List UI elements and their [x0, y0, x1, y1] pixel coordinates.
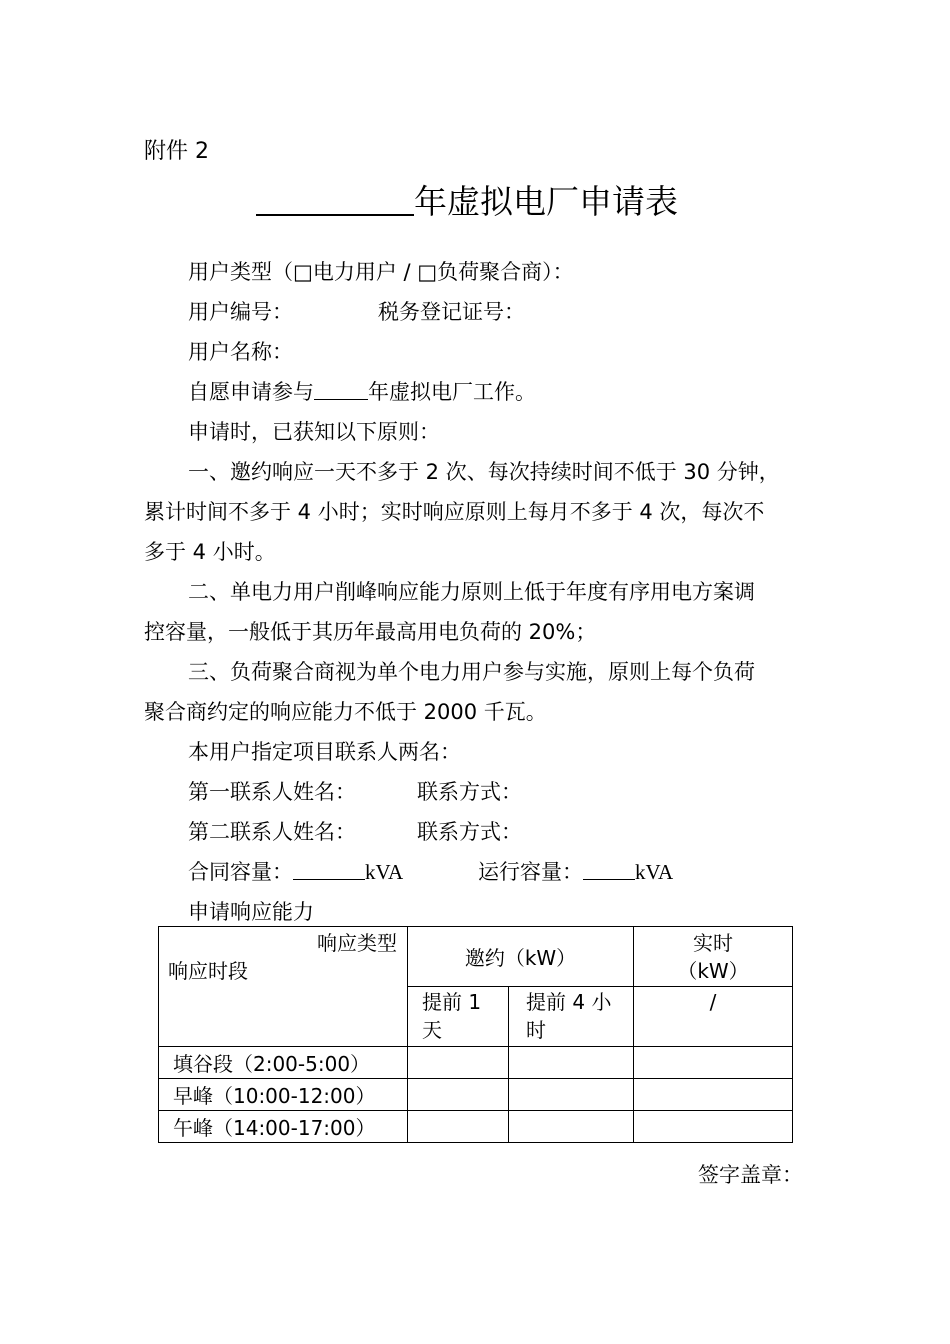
realtime-header-line-2: （kW）: [677, 958, 749, 983]
form-title: [256, 180, 716, 224]
tax-no-field: 税务登记证号：: [378, 300, 525, 324]
input-cell[interactable]: [509, 1079, 634, 1111]
realtime-header-line-1: 实时: [693, 930, 734, 955]
input-cell[interactable]: [634, 1047, 793, 1079]
contact-2-name: 第二联系人姓名：: [188, 820, 356, 844]
row-period: [159, 1079, 408, 1111]
apply-statement: [188, 377, 536, 407]
apply-prefix: 自愿申请参与: [188, 380, 314, 404]
contract-capacity: [188, 857, 403, 887]
realtime-header: [634, 927, 793, 987]
input-cell[interactable]: [408, 1079, 509, 1111]
table-row: [159, 1079, 793, 1111]
sub-header-4-hour: [509, 987, 634, 1047]
contract-capacity-blank[interactable]: [293, 857, 365, 880]
row-period-text: 早峰（10:00-12:00）: [173, 1084, 376, 1108]
realtime-slash: /: [709, 990, 717, 1014]
running-capacity-blank[interactable]: [583, 857, 635, 880]
contacts-intro: 本用户指定项目联系人两名：: [188, 740, 461, 764]
contact-1-name: 第一联系人姓名：: [188, 780, 356, 804]
table-corner-cell: [159, 927, 408, 1047]
table-row: [159, 1047, 793, 1079]
contact-2-method: 联系方式：: [417, 820, 522, 844]
principles-intro: 申请时，已获知以下原则：: [188, 420, 440, 444]
row-period-text: 填谷段（2:00-5:00）: [173, 1052, 371, 1076]
row-period-text: 午峰（14:00-17:00）: [173, 1116, 376, 1140]
user-no-field: 用户编号：: [188, 300, 293, 324]
input-cell[interactable]: [509, 1047, 634, 1079]
principle-3-line-2: 聚合商约定的响应能力不低于 2000 千瓦。: [144, 700, 547, 724]
signature-label: 签字盖章：: [698, 1163, 803, 1187]
year-blank[interactable]: [256, 180, 414, 216]
response-capacity-table: [158, 926, 793, 1143]
running-capacity-label: 运行容量：: [478, 860, 583, 884]
principle-1-line-1: 一、邀约响应一天不多于 2 次、每次持续时间不低于 30 分钟，: [188, 460, 780, 484]
table-row: [159, 1111, 793, 1143]
apply-year-blank[interactable]: [314, 377, 368, 400]
principle-1-line-3: 多于 4 小时。: [144, 540, 276, 564]
attachment-label: 附件 2: [144, 139, 209, 164]
sub-header-1-day: [408, 987, 509, 1047]
title-text: 年虚拟电厂申请表: [414, 182, 678, 221]
sub-header-4-hour-line-2: 时: [526, 1018, 546, 1042]
principle-1-line-2: 累计时间不多于 4 小时；实时响应原则上每月不多于 4 次，每次不: [144, 500, 765, 524]
principle-3-line-1: 三、负荷聚合商视为单个电力用户参与实施，原则上每个负荷: [188, 660, 755, 684]
running-capacity: [478, 857, 673, 887]
realtime-sub-header: [634, 987, 793, 1047]
input-cell[interactable]: [408, 1047, 509, 1079]
capacity-heading: 申请响应能力: [188, 900, 314, 924]
input-cell[interactable]: [634, 1079, 793, 1111]
corner-response-type: 响应类型: [317, 931, 397, 955]
invite-header-text: 邀约（kW）: [464, 946, 577, 970]
principle-2-line-1: 二、单电力用户削峰响应能力原则上低于年度有序用电方案调: [188, 580, 755, 604]
row-period: [159, 1047, 408, 1079]
contact-1-method: 联系方式：: [417, 780, 522, 804]
input-cell[interactable]: [509, 1111, 634, 1143]
apply-suffix: 年虚拟电厂工作。: [368, 380, 536, 404]
contract-capacity-label: 合同容量：: [188, 860, 293, 884]
row-period: [159, 1111, 408, 1143]
sub-header-4-hour-line-1: 提前 4 小: [526, 990, 612, 1014]
principle-2-line-2: 控容量，一般低于其历年最高用电负荷的 20%；: [144, 620, 597, 644]
invite-header: [408, 927, 634, 987]
sub-header-1-day-line-2: 天: [422, 1018, 442, 1042]
user-type-field: 用户类型（□电力用户 / □负荷聚合商）：: [188, 260, 574, 284]
user-name-field: 用户名称：: [188, 340, 293, 364]
input-cell[interactable]: [408, 1111, 509, 1143]
corner-response-period: 响应时段: [168, 959, 248, 983]
input-cell[interactable]: [634, 1111, 793, 1143]
sub-header-1-day-line-1: 提前 1: [422, 990, 482, 1014]
contract-capacity-unit: kVA: [365, 860, 404, 884]
running-capacity-unit: kVA: [635, 860, 674, 884]
